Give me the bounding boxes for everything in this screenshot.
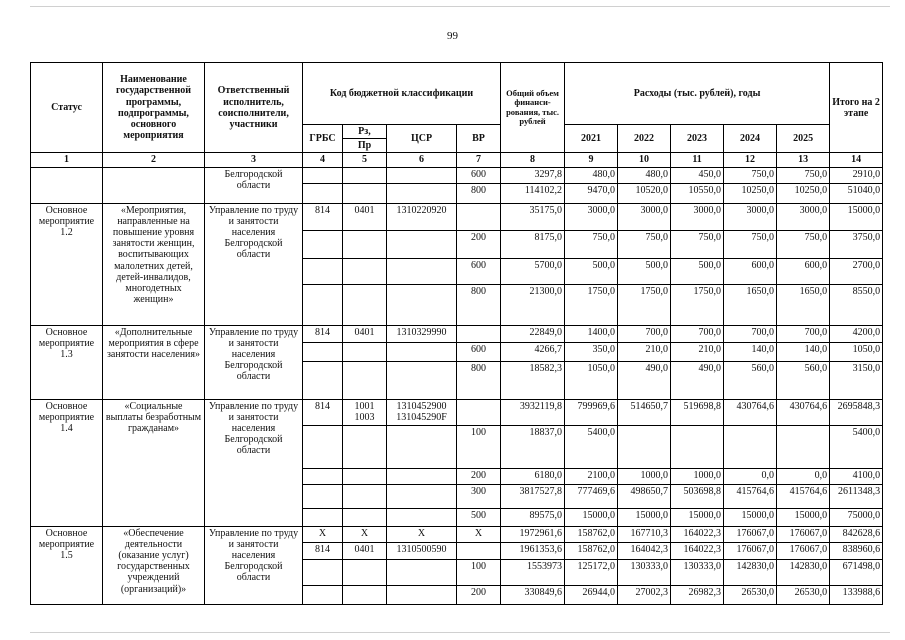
grbs-cell: Х: [303, 526, 343, 542]
stage-total-cell: 133988,6: [830, 585, 883, 604]
grbs-cell: [303, 468, 343, 484]
name-cell: «Мероприятия, направленные на повышение уровня занятости женщин, воспитывающих малолетних детей, детей-инвалидов, многодетных женщин»: [103, 203, 205, 325]
year-2022-cell: [618, 425, 671, 468]
year-2021-cell: 799969,6: [565, 399, 618, 425]
year-2024-cell: 176067,0: [724, 526, 777, 542]
year-2024-cell: 10250,0: [724, 183, 777, 203]
rz-pr-cell: [343, 284, 387, 325]
header-budget-code: Код бюджетной классификации: [303, 63, 501, 125]
budget-table: [30, 62, 883, 605]
year-2025-cell: 26530,0: [777, 585, 830, 604]
year-2021-cell: 1050,0: [565, 361, 618, 399]
year-2023-cell: 164022,3: [671, 542, 724, 559]
year-2022-cell: 1750,0: [618, 284, 671, 325]
grbs-cell: 814: [303, 399, 343, 425]
year-2025-cell: 750,0: [777, 167, 830, 183]
stage-total-cell: 3750,0: [830, 230, 883, 258]
stage-total-cell: 2611348,3: [830, 484, 883, 508]
header-csr: ЦСР: [387, 125, 457, 153]
year-2022-cell: 167710,3: [618, 526, 671, 542]
total-volume-cell: 3817527,8: [501, 484, 565, 508]
rz-pr-cell: 0401: [343, 203, 387, 230]
vr-cell: [457, 542, 501, 559]
header-year-2022: 2022: [618, 125, 671, 153]
year-2023-cell: 26982,3: [671, 585, 724, 604]
year-2023-cell: 164022,3: [671, 526, 724, 542]
year-2022-cell: 514650,7: [618, 399, 671, 425]
total-volume-cell: 3932119,8: [501, 399, 565, 425]
year-2023-cell: 10550,0: [671, 183, 724, 203]
vr-cell: 200: [457, 585, 501, 604]
rz-pr-cell: [343, 425, 387, 468]
table-row: [31, 325, 883, 342]
csr-cell: [387, 230, 457, 258]
year-2021-cell: 350,0: [565, 342, 618, 361]
year-2023-cell: 1000,0: [671, 468, 724, 484]
vr-cell: [457, 325, 501, 342]
csr-cell: [387, 484, 457, 508]
csr-cell: [387, 508, 457, 526]
rz-pr-cell: [343, 468, 387, 484]
year-2023-cell: 210,0: [671, 342, 724, 361]
grbs-cell: 814: [303, 542, 343, 559]
stage-total-cell: 51040,0: [830, 183, 883, 203]
year-2021-cell: 750,0: [565, 230, 618, 258]
csr-cell: Х: [387, 526, 457, 542]
status-cell: [31, 167, 103, 203]
year-2023-cell: 700,0: [671, 325, 724, 342]
stage-total-cell: 4200,0: [830, 325, 883, 342]
rz-pr-cell: [343, 167, 387, 183]
executor-cell: Управление по труду и занятости населения Белгородской области: [205, 325, 303, 399]
year-2021-cell: 1400,0: [565, 325, 618, 342]
column-number: 3: [205, 153, 303, 167]
header-year-2021: 2021: [565, 125, 618, 153]
column-number: 14: [830, 153, 883, 167]
year-2023-cell: 15000,0: [671, 508, 724, 526]
year-2024-cell: 600,0: [724, 258, 777, 284]
header-year-2024: 2024: [724, 125, 777, 153]
rz-pr-cell: [343, 585, 387, 604]
rz-pr-cell: Х: [343, 526, 387, 542]
header-stage-total: Итого на 2 этапе: [830, 63, 883, 153]
year-2022-cell: 700,0: [618, 325, 671, 342]
csr-cell: [387, 425, 457, 468]
table-row: [31, 526, 883, 542]
vr-cell: 800: [457, 183, 501, 203]
year-2023-cell: 519698,8: [671, 399, 724, 425]
total-volume-cell: 3297,8: [501, 167, 565, 183]
year-2025-cell: 15000,0: [777, 508, 830, 526]
year-2025-cell: 560,0: [777, 361, 830, 399]
year-2022-cell: 15000,0: [618, 508, 671, 526]
csr-cell: [387, 284, 457, 325]
total-volume-cell: 35175,0: [501, 203, 565, 230]
year-2021-cell: 158762,0: [565, 542, 618, 559]
total-volume-cell: 330849,6: [501, 585, 565, 604]
status-cell: Основное мероприятие 1.3: [31, 325, 103, 399]
year-2022-cell: 210,0: [618, 342, 671, 361]
vr-cell: Х: [457, 526, 501, 542]
rz-pr-cell: [343, 230, 387, 258]
column-number-row: [31, 153, 883, 167]
grbs-cell: [303, 342, 343, 361]
vr-cell: 600: [457, 342, 501, 361]
header-year-2025: 2025: [777, 125, 830, 153]
grbs-cell: [303, 508, 343, 526]
year-2024-cell: 140,0: [724, 342, 777, 361]
csr-cell: [387, 183, 457, 203]
total-volume-cell: 21300,0: [501, 284, 565, 325]
column-number: 2: [103, 153, 205, 167]
year-2023-cell: 503698,8: [671, 484, 724, 508]
column-number: 10: [618, 153, 671, 167]
rz-pr-cell: [343, 342, 387, 361]
vr-cell: 100: [457, 559, 501, 585]
year-2021-cell: 125172,0: [565, 559, 618, 585]
rz-pr-cell: [343, 559, 387, 585]
year-2023-cell: 750,0: [671, 230, 724, 258]
year-2024-cell: 3000,0: [724, 203, 777, 230]
year-2024-cell: 750,0: [724, 167, 777, 183]
executor-cell: Управление по труду и занятости населения Белгородской области: [205, 526, 303, 604]
name-cell: «Социальные выплаты безработным гражданам»: [103, 399, 205, 526]
executor-cell: Белгородской области: [205, 167, 303, 203]
header-name: Наименование государственной программы, подпрограммы, основного мероприятия: [103, 63, 205, 153]
header-rz: Рз,: [343, 125, 387, 139]
year-2021-cell: 3000,0: [565, 203, 618, 230]
column-number: 11: [671, 153, 724, 167]
csr-cell: [387, 342, 457, 361]
year-2021-cell: 777469,6: [565, 484, 618, 508]
csr-cell: 1310329990: [387, 325, 457, 342]
year-2025-cell: 142830,0: [777, 559, 830, 585]
header-year-2023: 2023: [671, 125, 724, 153]
year-2022-cell: 164042,3: [618, 542, 671, 559]
stage-total-cell: 842628,6: [830, 526, 883, 542]
grbs-cell: [303, 230, 343, 258]
year-2022-cell: 750,0: [618, 230, 671, 258]
status-cell: Основное мероприятие 1.5: [31, 526, 103, 604]
page-number: 99: [447, 30, 458, 42]
stage-total-cell: 8550,0: [830, 284, 883, 325]
column-number: 13: [777, 153, 830, 167]
total-volume-cell: 18837,0: [501, 425, 565, 468]
total-volume-cell: 89575,0: [501, 508, 565, 526]
vr-cell: 800: [457, 284, 501, 325]
stage-total-cell: 75000,0: [830, 508, 883, 526]
grbs-cell: [303, 425, 343, 468]
rz-pr-cell: [343, 484, 387, 508]
year-2022-cell: 130333,0: [618, 559, 671, 585]
rz-pr-cell: [343, 508, 387, 526]
rz-pr-cell: 0401: [343, 542, 387, 559]
year-2025-cell: 700,0: [777, 325, 830, 342]
grbs-cell: [303, 585, 343, 604]
column-number: 12: [724, 153, 777, 167]
vr-cell: 100: [457, 425, 501, 468]
grbs-cell: 814: [303, 325, 343, 342]
grbs-cell: [303, 258, 343, 284]
csr-cell: 1310452900 131045290F: [387, 399, 457, 425]
year-2024-cell: 750,0: [724, 230, 777, 258]
total-volume-cell: 114102,2: [501, 183, 565, 203]
total-volume-cell: 6180,0: [501, 468, 565, 484]
total-volume-cell: 18582,3: [501, 361, 565, 399]
rz-pr-cell: 1001 1003: [343, 399, 387, 425]
year-2021-cell: 1750,0: [565, 284, 618, 325]
total-volume-cell: 4266,7: [501, 342, 565, 361]
stage-total-cell: 5400,0: [830, 425, 883, 468]
rz-pr-cell: 0401: [343, 325, 387, 342]
year-2021-cell: 15000,0: [565, 508, 618, 526]
table-row: [31, 399, 883, 425]
year-2023-cell: 500,0: [671, 258, 724, 284]
stage-total-cell: 838960,6: [830, 542, 883, 559]
year-2022-cell: 480,0: [618, 167, 671, 183]
table-body: [31, 167, 883, 604]
grbs-cell: [303, 183, 343, 203]
year-2024-cell: [724, 425, 777, 468]
year-2023-cell: [671, 425, 724, 468]
name-cell: [103, 167, 205, 203]
vr-cell: 500: [457, 508, 501, 526]
stage-total-cell: 2910,0: [830, 167, 883, 183]
vr-cell: 300: [457, 484, 501, 508]
column-number: 4: [303, 153, 343, 167]
year-2023-cell: 490,0: [671, 361, 724, 399]
csr-cell: [387, 167, 457, 183]
year-2023-cell: 450,0: [671, 167, 724, 183]
year-2022-cell: 498650,7: [618, 484, 671, 508]
column-number: 7: [457, 153, 501, 167]
vr-cell: 800: [457, 361, 501, 399]
year-2025-cell: 430764,6: [777, 399, 830, 425]
year-2024-cell: 700,0: [724, 325, 777, 342]
csr-cell: [387, 559, 457, 585]
csr-cell: 1310220920: [387, 203, 457, 230]
rz-pr-cell: [343, 183, 387, 203]
column-number: 1: [31, 153, 103, 167]
grbs-cell: [303, 167, 343, 183]
year-2021-cell: 2100,0: [565, 468, 618, 484]
name-cell: «Обеспечение деятельности (оказание услуг) государственных учреждений (организаций)»: [103, 526, 205, 604]
year-2023-cell: 1750,0: [671, 284, 724, 325]
stage-total-cell: 15000,0: [830, 203, 883, 230]
total-volume-cell: 8175,0: [501, 230, 565, 258]
year-2025-cell: 3000,0: [777, 203, 830, 230]
year-2025-cell: 140,0: [777, 342, 830, 361]
rz-pr-cell: [343, 258, 387, 284]
vr-cell: 600: [457, 258, 501, 284]
year-2024-cell: 430764,6: [724, 399, 777, 425]
column-number: 5: [343, 153, 387, 167]
year-2025-cell: 176067,0: [777, 526, 830, 542]
year-2022-cell: 27002,3: [618, 585, 671, 604]
grbs-cell: [303, 361, 343, 399]
vr-cell: [457, 203, 501, 230]
header-grbs: ГРБС: [303, 125, 343, 153]
total-volume-cell: 1972961,6: [501, 526, 565, 542]
csr-cell: [387, 258, 457, 284]
grbs-cell: [303, 484, 343, 508]
year-2025-cell: 600,0: [777, 258, 830, 284]
year-2022-cell: 3000,0: [618, 203, 671, 230]
executor-cell: Управление по труду и занятости населения Белгородской области: [205, 203, 303, 325]
grbs-cell: [303, 284, 343, 325]
vr-cell: [457, 399, 501, 425]
csr-cell: 1310500590: [387, 542, 457, 559]
year-2021-cell: 26944,0: [565, 585, 618, 604]
year-2025-cell: 0,0: [777, 468, 830, 484]
stage-total-cell: 4100,0: [830, 468, 883, 484]
column-number: 8: [501, 153, 565, 167]
vr-cell: 600: [457, 167, 501, 183]
table-row: [31, 167, 883, 183]
grbs-cell: [303, 559, 343, 585]
header-executor: Ответственный исполнитель, соисполнители, участники: [205, 63, 303, 153]
status-cell: Основное мероприятие 1.4: [31, 399, 103, 526]
year-2024-cell: 1650,0: [724, 284, 777, 325]
header-expenses: Расходы (тыс. рублей), годы: [565, 63, 830, 125]
year-2024-cell: 560,0: [724, 361, 777, 399]
rz-pr-cell: [343, 361, 387, 399]
year-2023-cell: 130333,0: [671, 559, 724, 585]
year-2021-cell: 9470,0: [565, 183, 618, 203]
vr-cell: 200: [457, 468, 501, 484]
name-cell: «Дополнительные мероприятия в сфере занятости населения»: [103, 325, 205, 399]
year-2022-cell: 1000,0: [618, 468, 671, 484]
year-2024-cell: 142830,0: [724, 559, 777, 585]
header-vr: ВР: [457, 125, 501, 153]
year-2025-cell: 415764,6: [777, 484, 830, 508]
year-2022-cell: 10520,0: [618, 183, 671, 203]
csr-cell: [387, 361, 457, 399]
table-row: [31, 203, 883, 230]
grbs-cell: 814: [303, 203, 343, 230]
header-pr: Пр: [343, 139, 387, 153]
year-2021-cell: 500,0: [565, 258, 618, 284]
year-2022-cell: 490,0: [618, 361, 671, 399]
vr-cell: 200: [457, 230, 501, 258]
total-volume-cell: 5700,0: [501, 258, 565, 284]
year-2024-cell: 176067,0: [724, 542, 777, 559]
year-2025-cell: [777, 425, 830, 468]
year-2023-cell: 3000,0: [671, 203, 724, 230]
total-volume-cell: 1553973: [501, 559, 565, 585]
bottom-rule: [30, 632, 890, 633]
year-2021-cell: 158762,0: [565, 526, 618, 542]
year-2024-cell: 415764,6: [724, 484, 777, 508]
year-2024-cell: 26530,0: [724, 585, 777, 604]
year-2025-cell: 750,0: [777, 230, 830, 258]
stage-total-cell: 2700,0: [830, 258, 883, 284]
column-number: 6: [387, 153, 457, 167]
stage-total-cell: 2695848,3: [830, 399, 883, 425]
header-status: Статус: [31, 63, 103, 153]
year-2024-cell: 0,0: [724, 468, 777, 484]
total-volume-cell: 22849,0: [501, 325, 565, 342]
column-number: 9: [565, 153, 618, 167]
header-total-volume: Общий объем финанси-рования, тыс. рублей: [501, 63, 565, 153]
csr-cell: [387, 585, 457, 604]
year-2025-cell: 10250,0: [777, 183, 830, 203]
total-volume-cell: 1961353,6: [501, 542, 565, 559]
year-2025-cell: 176067,0: [777, 542, 830, 559]
year-2021-cell: 480,0: [565, 167, 618, 183]
year-2025-cell: 1650,0: [777, 284, 830, 325]
year-2021-cell: 5400,0: [565, 425, 618, 468]
stage-total-cell: 1050,0: [830, 342, 883, 361]
top-rule: [30, 6, 890, 7]
csr-cell: [387, 468, 457, 484]
year-2024-cell: 15000,0: [724, 508, 777, 526]
year-2022-cell: 500,0: [618, 258, 671, 284]
stage-total-cell: 3150,0: [830, 361, 883, 399]
executor-cell: Управление по труду и занятости населения Белгородской области: [205, 399, 303, 526]
stage-total-cell: 671498,0: [830, 559, 883, 585]
status-cell: Основное мероприятие 1.2: [31, 203, 103, 325]
